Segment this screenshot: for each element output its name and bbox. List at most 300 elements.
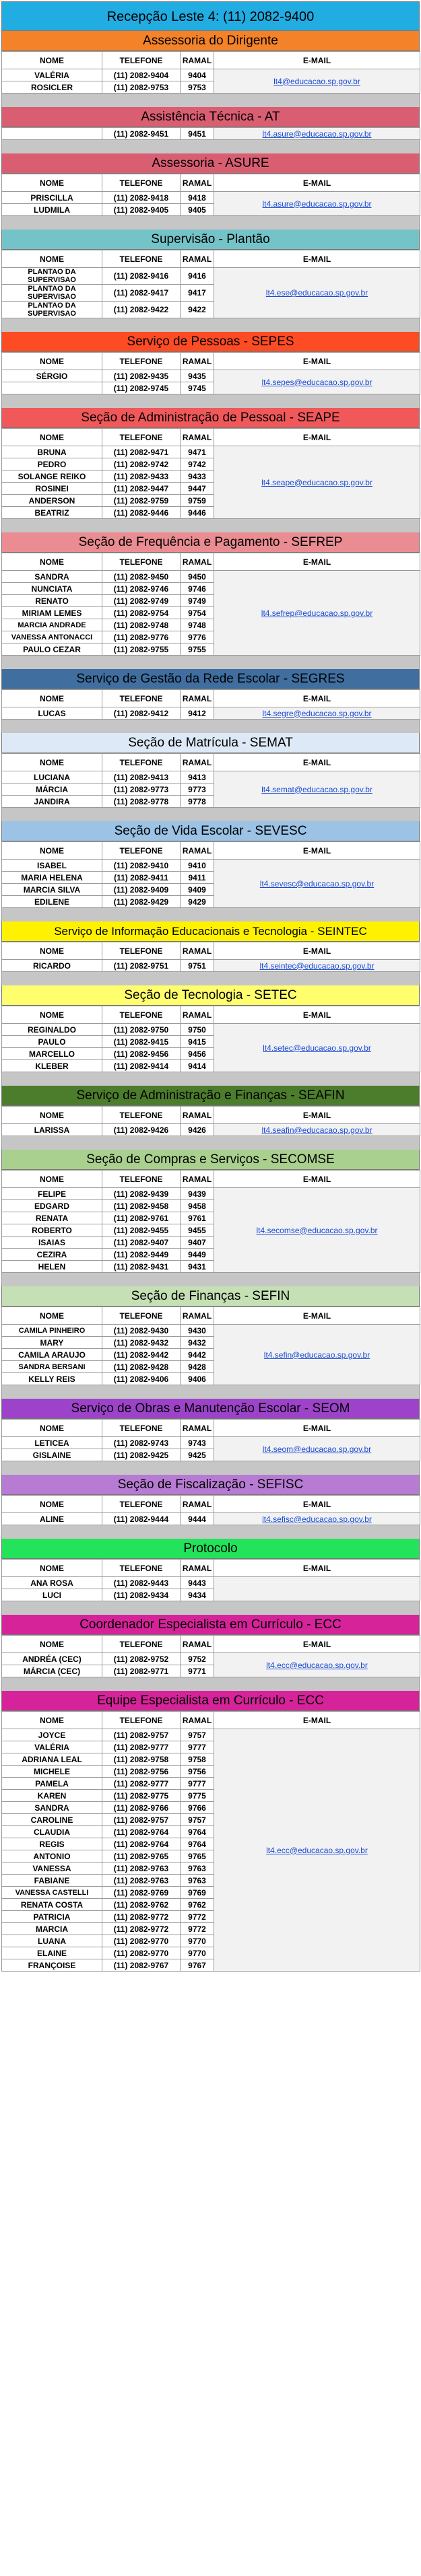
contact-extension: 9750: [181, 1024, 214, 1036]
contact-phone: (11) 2082-9407: [102, 1237, 181, 1249]
contact-extension: 9755: [181, 643, 214, 656]
contacts-table: [1, 127, 420, 140]
contact-name: ROSINEI: [2, 483, 102, 495]
email-cell: [214, 960, 420, 972]
contact-extension: 9756: [181, 1766, 214, 1778]
contact-extension: 9422: [181, 302, 214, 318]
column-header-telefone: TELEFONE: [102, 1496, 181, 1513]
contact-extension: 9751: [181, 960, 214, 972]
email-link[interactable]: lt4.seafin@educacao.sp.gov.br: [261, 1125, 373, 1135]
header-row: [2, 250, 420, 268]
contact-phone: (11) 2082-9770: [102, 1935, 181, 1947]
contacts-table: [1, 1307, 420, 1385]
email-link[interactable]: lt4.secomse@educacao.sp.gov.br: [256, 1225, 378, 1235]
contacts-table: [1, 1419, 420, 1461]
column-header-nome: NOME: [2, 1560, 102, 1577]
contact-phone: (11) 2082-9415: [102, 1036, 181, 1048]
section-title: Assessoria do Dirigente: [1, 31, 420, 51]
contact-phone: (11) 2082-9755: [102, 643, 181, 656]
contact-name: MARIA HELENA: [2, 872, 102, 884]
column-header-nome: NOME: [2, 754, 102, 771]
column-header-nome: NOME: [2, 842, 102, 860]
column-header-ramal: RAMAL: [181, 942, 214, 960]
column-header-email: E-MAIL: [214, 174, 420, 192]
section-separator: [1, 656, 420, 669]
contact-extension: 9407: [181, 1237, 214, 1249]
email-cell: [214, 1437, 420, 1461]
contact-name: VANESSA ANTONACCI: [2, 631, 102, 643]
contact-extension: 9770: [181, 1935, 214, 1947]
contact-phone: (11) 2082-9748: [102, 619, 181, 631]
contact-name: KLEBER: [2, 1060, 102, 1072]
contact-name: KELLY REIS: [2, 1373, 102, 1385]
section-title: Serviço de Gestão da Rede Escolar - SEGRES: [1, 669, 420, 689]
section: [1, 408, 420, 519]
section-title: Supervisão - Plantão: [1, 230, 420, 250]
header-row: [2, 1712, 420, 1729]
contact-name: JANDIRA: [2, 796, 102, 808]
email-link[interactable]: lt4.setec@educacao.sp.gov.br: [263, 1043, 371, 1053]
contact-name: RENATA COSTA: [2, 1899, 102, 1911]
contact-extension: 9766: [181, 1802, 214, 1814]
section: [1, 733, 420, 808]
contact-name: LUCAS: [2, 707, 102, 720]
column-header-ramal: RAMAL: [181, 1107, 214, 1124]
email-link[interactable]: lt4.ecc@educacao.sp.gov.br: [266, 1660, 368, 1670]
contact-name: MÁRCIA: [2, 784, 102, 796]
column-header-nome: NOME: [2, 174, 102, 192]
email-cell: [214, 1653, 420, 1677]
section: [1, 1286, 420, 1385]
section: [1, 107, 420, 140]
section-title: Coordenador Especialista em Currículo - ECC: [1, 1615, 420, 1635]
section: [1, 669, 420, 720]
column-header-email: E-MAIL: [214, 553, 420, 571]
contact-extension: 9425: [181, 1449, 214, 1461]
contact-phone: (11) 2082-9443: [102, 1577, 181, 1589]
section-separator: [1, 908, 420, 921]
table-row: [2, 571, 420, 583]
column-header-email: E-MAIL: [214, 1560, 420, 1577]
column-header-nome: NOME: [2, 353, 102, 370]
contact-phone: (11) 2082-9761: [102, 1212, 181, 1224]
contact-name: LETICEA: [2, 1437, 102, 1449]
contact-phone: (11) 2082-9753: [102, 81, 181, 94]
column-header-ramal: RAMAL: [181, 1420, 214, 1437]
section-title: Protocolo: [1, 1539, 420, 1559]
contact-name: ANA ROSA: [2, 1577, 102, 1589]
contact-name: SANDRA: [2, 571, 102, 583]
email-cell: [214, 446, 420, 519]
column-header-telefone: TELEFONE: [102, 353, 181, 370]
email-link[interactable]: lt4.seintec@educacao.sp.gov.br: [259, 961, 375, 971]
page-title: Recepção Leste 4: (11) 2082-9400: [1, 1, 420, 31]
contact-name: CAMILA ARAUJO: [2, 1349, 102, 1361]
contact-extension: 9746: [181, 583, 214, 595]
section-separator: [1, 216, 420, 230]
contacts-table: [1, 841, 420, 908]
contact-phone: (11) 2082-9405: [102, 204, 181, 216]
column-header-email: E-MAIL: [214, 842, 420, 860]
contact-extension: 9769: [181, 1887, 214, 1899]
column-header-telefone: TELEFONE: [102, 842, 181, 860]
contact-phone: (11) 2082-9471: [102, 446, 181, 458]
contact-extension: 9757: [181, 1814, 214, 1826]
column-header-ramal: RAMAL: [181, 754, 214, 771]
section-title: Serviço de Administração e Finanças - SEAFIN: [1, 1086, 420, 1106]
column-header-email: E-MAIL: [214, 1496, 420, 1513]
contact-phone: (11) 2082-9763: [102, 1863, 181, 1875]
column-header-email: E-MAIL: [214, 1307, 420, 1325]
contact-phone: (11) 2082-9412: [102, 707, 181, 720]
contact-phone: (11) 2082-9446: [102, 507, 181, 519]
section-separator: [1, 972, 420, 985]
header-row: [2, 942, 420, 960]
contact-extension: 9456: [181, 1048, 214, 1060]
column-header-telefone: TELEFONE: [102, 52, 181, 69]
contact-phone: (11) 2082-9750: [102, 1024, 181, 1036]
contact-phone: (11) 2082-9764: [102, 1838, 181, 1850]
contact-phone: (11) 2082-9455: [102, 1224, 181, 1237]
contact-name: NUNCIATA: [2, 583, 102, 595]
contact-name: MARCIA: [2, 1923, 102, 1935]
column-header-email: E-MAIL: [214, 1107, 420, 1124]
header-row: [2, 1496, 420, 1513]
email-cell: [214, 1513, 420, 1525]
contact-phone: (11) 2082-9444: [102, 1513, 181, 1525]
column-header-ramal: RAMAL: [181, 1307, 214, 1325]
column-header-telefone: TELEFONE: [102, 1006, 181, 1024]
contact-extension: 9435: [181, 370, 214, 382]
section: [1, 985, 420, 1072]
contact-phone: (11) 2082-9756: [102, 1766, 181, 1778]
contact-extension: 9432: [181, 1337, 214, 1349]
email-link[interactable]: lt4@educacao.sp.gov.br: [273, 76, 360, 86]
email-link[interactable]: lt4.seape@educacao.sp.gov.br: [261, 477, 373, 487]
contact-phone: (11) 2082-9422: [102, 302, 181, 318]
email-cell: [214, 370, 420, 394]
contacts-table: [1, 428, 420, 519]
contact-extension: 9434: [181, 1589, 214, 1601]
contact-phone: (11) 2082-9776: [102, 631, 181, 643]
column-header-ramal: RAMAL: [181, 1636, 214, 1653]
contact-phone: (11) 2082-9770: [102, 1947, 181, 1959]
contact-name: LUANA: [2, 1935, 102, 1947]
contact-name: ISABEL: [2, 860, 102, 872]
contact-phone: (11) 2082-9757: [102, 1729, 181, 1741]
contact-name: VALÉRIA: [2, 69, 102, 81]
contact-phone: (11) 2082-9769: [102, 1887, 181, 1899]
contact-phone: (11) 2082-9763: [102, 1875, 181, 1887]
contact-name: MARCIA SILVA: [2, 884, 102, 896]
contact-name: PLANTAO DA SUPERVISAO: [2, 302, 102, 318]
contact-phone: (11) 2082-9429: [102, 896, 181, 908]
email-cell: [214, 1325, 420, 1385]
contact-extension: 9777: [181, 1741, 214, 1753]
contact-name: PAULO CEZAR: [2, 643, 102, 656]
column-header-ramal: RAMAL: [181, 1006, 214, 1024]
column-header-nome: NOME: [2, 942, 102, 960]
email-cell: [214, 1124, 420, 1136]
email-link[interactable]: lt4.asure@educacao.sp.gov.br: [262, 129, 372, 139]
section-separator: [1, 1677, 420, 1691]
contact-extension: 9752: [181, 1653, 214, 1665]
email-cell: [214, 192, 420, 216]
contact-name: CEZIRA: [2, 1249, 102, 1261]
contact-phone: (11) 2082-9742: [102, 458, 181, 471]
contact-name: PAULO: [2, 1036, 102, 1048]
email-link[interactable]: lt4.sepes@educacao.sp.gov.br: [261, 377, 373, 387]
contact-phone: (11) 2082-9449: [102, 1249, 181, 1261]
header-row: [2, 1171, 420, 1188]
contacts-table: [1, 1559, 420, 1601]
contact-name: LUCIANA: [2, 771, 102, 784]
contact-name: SÉRGIO: [2, 370, 102, 382]
column-header-email: E-MAIL: [214, 1636, 420, 1653]
table-row: [2, 707, 420, 720]
contact-phone: (11) 2082-9450: [102, 571, 181, 583]
contact-name: VALÉRIA: [2, 1741, 102, 1753]
column-header-nome: NOME: [2, 553, 102, 571]
email-cell: [214, 860, 420, 908]
contact-extension: 9426: [181, 1124, 214, 1136]
contact-phone: (11) 2082-9765: [102, 1850, 181, 1863]
column-header-ramal: RAMAL: [181, 429, 214, 446]
contact-name: VANESSA: [2, 1863, 102, 1875]
table-row: [2, 446, 420, 458]
header-row: [2, 754, 420, 771]
contacts-table: [1, 942, 420, 972]
header-row: [2, 842, 420, 860]
contact-name: PLANTAO DA SUPERVISAO: [2, 285, 102, 302]
section-separator: [1, 140, 420, 153]
email-cell: [214, 128, 420, 140]
column-header-telefone: TELEFONE: [102, 1420, 181, 1437]
contact-extension: 9778: [181, 796, 214, 808]
contact-phone: (11) 2082-9743: [102, 1437, 181, 1449]
column-header-nome: NOME: [2, 1107, 102, 1124]
contact-extension: 9748: [181, 619, 214, 631]
contact-phone: (11) 2082-9772: [102, 1923, 181, 1935]
email-link[interactable]: lt4.sevesc@educacao.sp.gov.br: [259, 878, 375, 889]
column-header-ramal: RAMAL: [181, 842, 214, 860]
contact-phone: (11) 2082-9433: [102, 471, 181, 483]
column-header-nome: NOME: [2, 250, 102, 268]
contacts-table: [1, 553, 420, 656]
column-header-telefone: TELEFONE: [102, 553, 181, 571]
email-cell: [214, 69, 420, 94]
contacts-table: [1, 1635, 420, 1677]
section-separator: [1, 1601, 420, 1615]
contact-name: EDILENE: [2, 896, 102, 908]
table-row: [2, 370, 420, 382]
email-cell: [214, 1729, 420, 1972]
column-header-telefone: TELEFONE: [102, 1107, 181, 1124]
table-row: [2, 1729, 420, 1741]
column-header-email: E-MAIL: [214, 1006, 420, 1024]
contacts-table: [1, 174, 420, 216]
header-row: [2, 1560, 420, 1577]
contact-name: HELEN: [2, 1261, 102, 1273]
contact-extension: 9446: [181, 507, 214, 519]
section-title: Seção de Fiscalização - SEFISC: [1, 1475, 420, 1495]
contact-extension: 9757: [181, 1729, 214, 1741]
contact-extension: 9762: [181, 1899, 214, 1911]
contacts-table: [1, 1170, 420, 1273]
section-title: Seção de Administração de Pessoal - SEAPE: [1, 408, 420, 428]
contact-extension: 9770: [181, 1947, 214, 1959]
contact-name: LUDMILA: [2, 204, 102, 216]
table-row: [2, 1325, 420, 1337]
email-link[interactable]: lt4.ese@educacao.sp.gov.br: [265, 288, 368, 298]
section-title: Seção de Tecnologia - SETEC: [1, 985, 420, 1006]
contact-phone: (11) 2082-9442: [102, 1349, 181, 1361]
contact-phone: (11) 2082-9451: [102, 128, 181, 140]
contact-phone: (11) 2082-9778: [102, 796, 181, 808]
contact-name: KAREN: [2, 1790, 102, 1802]
column-header-email: E-MAIL: [214, 1712, 420, 1729]
contacts-table: [1, 352, 420, 394]
section: [1, 1475, 420, 1525]
contact-phone: (11) 2082-9775: [102, 1790, 181, 1802]
column-header-nome: NOME: [2, 429, 102, 446]
section-title: Seção de Frequência e Pagamento - SEFREP: [1, 532, 420, 553]
email-link[interactable]: lt4.sefrep@educacao.sp.gov.br: [261, 608, 373, 618]
email-link[interactable]: lt4.segre@educacao.sp.gov.br: [262, 708, 372, 718]
contact-name: PEDRO: [2, 458, 102, 471]
email-link[interactable]: lt4.sefisc@educacao.sp.gov.br: [262, 1514, 372, 1524]
section-title: Seção de Finanças - SEFIN: [1, 1286, 420, 1307]
column-header-ramal: RAMAL: [181, 250, 214, 268]
contact-name: LUCI: [2, 1589, 102, 1601]
contact-extension: 9410: [181, 860, 214, 872]
contact-name: MICHELE: [2, 1766, 102, 1778]
contact-name: SANDRA: [2, 1802, 102, 1814]
contact-extension: 9745: [181, 382, 214, 394]
column-header-telefone: TELEFONE: [102, 1712, 181, 1729]
contact-name: CAROLINE: [2, 1814, 102, 1826]
table-row: [2, 1188, 420, 1200]
email-link[interactable]: lt4.asure@educacao.sp.gov.br: [262, 199, 372, 209]
contact-name: GISLAINE: [2, 1449, 102, 1461]
header-row: [2, 1420, 420, 1437]
contact-phone: (11) 2082-9432: [102, 1337, 181, 1349]
contact-name: LARISSA: [2, 1124, 102, 1136]
email-link[interactable]: lt4.sefin@educacao.sp.gov.br: [263, 1350, 370, 1360]
column-header-email: E-MAIL: [214, 942, 420, 960]
contact-phone: (11) 2082-9409: [102, 884, 181, 896]
contact-extension: 9775: [181, 1790, 214, 1802]
contact-phone: (11) 2082-9752: [102, 1653, 181, 1665]
contact-extension: 9439: [181, 1188, 214, 1200]
section: [1, 821, 420, 908]
column-header-email: E-MAIL: [214, 429, 420, 446]
column-header-email: E-MAIL: [214, 353, 420, 370]
column-header-telefone: TELEFONE: [102, 250, 181, 268]
column-header-telefone: TELEFONE: [102, 942, 181, 960]
contact-extension: 9415: [181, 1036, 214, 1048]
contact-phone: (11) 2082-9773: [102, 784, 181, 796]
contact-name: REGINALDO: [2, 1024, 102, 1036]
section: [1, 1399, 420, 1461]
header-row: [2, 1006, 420, 1024]
directory-page: [1, 1, 420, 1972]
section-separator: [1, 720, 420, 733]
contact-extension: 9405: [181, 204, 214, 216]
contact-extension: 9753: [181, 81, 214, 94]
contact-name: RICARDO: [2, 960, 102, 972]
section: [1, 31, 420, 94]
contact-phone: (11) 2082-9413: [102, 771, 181, 784]
contact-name: PATRICIA: [2, 1911, 102, 1923]
contact-name: PAMELA: [2, 1778, 102, 1790]
column-header-email: E-MAIL: [214, 754, 420, 771]
contact-extension: 9433: [181, 471, 214, 483]
email-link[interactable]: lt4.ecc@educacao.sp.gov.br: [266, 1845, 368, 1855]
contact-extension: 9742: [181, 458, 214, 471]
section-separator: [1, 519, 420, 532]
table-row: [2, 771, 420, 784]
contact-extension: 9442: [181, 1349, 214, 1361]
contact-extension: 9759: [181, 495, 214, 507]
table-row: [2, 268, 420, 285]
header-row: [2, 1107, 420, 1124]
contact-extension: 9414: [181, 1060, 214, 1072]
email-cell: [214, 1188, 420, 1273]
email-link[interactable]: lt4.seom@educacao.sp.gov.br: [262, 1444, 372, 1454]
column-header-ramal: RAMAL: [181, 1171, 214, 1188]
contact-extension: 9413: [181, 771, 214, 784]
section: [1, 921, 420, 972]
section-separator: [1, 94, 420, 107]
contact-extension: 9404: [181, 69, 214, 81]
email-cell: [214, 1024, 420, 1072]
contact-extension: 9763: [181, 1875, 214, 1887]
contact-name: [2, 128, 102, 140]
contact-extension: 9406: [181, 1373, 214, 1385]
contact-extension: 9761: [181, 1212, 214, 1224]
contact-extension: 9777: [181, 1778, 214, 1790]
contact-name: FRANÇOISE: [2, 1959, 102, 1972]
contacts-table: [1, 1495, 420, 1525]
contact-name: MARY: [2, 1337, 102, 1349]
section-title: Serviço de Informação Educacionais e Tecnologia - SEINTEC: [1, 921, 420, 942]
table-row: [2, 69, 420, 81]
section-title: Seção de Compras e Serviços - SECOMSE: [1, 1150, 420, 1170]
column-header-nome: NOME: [2, 1006, 102, 1024]
contact-extension: 9431: [181, 1261, 214, 1273]
contact-name: ADRIANA LEAL: [2, 1753, 102, 1766]
contact-phone: (11) 2082-9751: [102, 960, 181, 972]
email-link[interactable]: lt4.semat@educacao.sp.gov.br: [261, 784, 373, 794]
contact-extension: 9763: [181, 1863, 214, 1875]
email-cell: [214, 707, 420, 720]
contact-extension: 9455: [181, 1224, 214, 1237]
contact-name: FELIPE: [2, 1188, 102, 1200]
contact-name: [2, 382, 102, 394]
contact-name: MARCELLO: [2, 1048, 102, 1060]
contacts-table: [1, 689, 420, 720]
contact-phone: (11) 2082-9745: [102, 382, 181, 394]
table-row: [2, 1124, 420, 1136]
contact-phone: (11) 2082-9766: [102, 1802, 181, 1814]
contact-phone: (11) 2082-9439: [102, 1188, 181, 1200]
table-row: [2, 192, 420, 204]
column-header-telefone: TELEFONE: [102, 1171, 181, 1188]
contact-extension: 9449: [181, 1249, 214, 1261]
contact-phone: (11) 2082-9777: [102, 1778, 181, 1790]
header-row: [2, 553, 420, 571]
